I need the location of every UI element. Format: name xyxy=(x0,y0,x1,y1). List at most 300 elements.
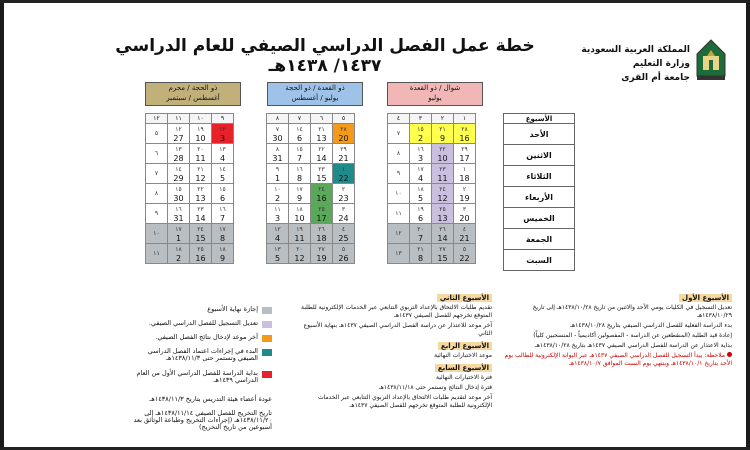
calendar-day-cell xyxy=(432,204,454,224)
calendar-day-cell xyxy=(333,144,355,164)
hijri-date: ٤ xyxy=(341,225,346,233)
calendar-day-cell xyxy=(410,124,432,144)
note-item: فترة إدخال النتائج وتستمر حتى ١٤٣٨/١١/١٨هـ xyxy=(378,384,492,391)
hijri-date: ٥ xyxy=(462,245,467,253)
gregorian-date: 18 xyxy=(459,173,470,183)
hijri-date: ٢٨ xyxy=(461,125,468,133)
legend-swatch xyxy=(262,307,272,314)
gregorian-date: 11 xyxy=(437,173,448,183)
hijri-date: ٢٣ xyxy=(318,165,325,173)
gregorian-date: 8 xyxy=(417,253,424,263)
gregorian-date: 7 xyxy=(219,213,226,223)
gregorian-date: 3 xyxy=(417,153,424,163)
calendar-day-cell xyxy=(212,184,234,204)
screen-border-right xyxy=(746,0,750,450)
gregorian-date: 22 xyxy=(338,173,349,183)
calendar-day-cell xyxy=(146,184,168,204)
calendar-day-cell xyxy=(168,244,190,264)
hijri-date: ٤ xyxy=(462,225,467,233)
hijri-date: ١١ xyxy=(395,210,402,217)
legend-label: بداية الدراسة للفصل الدراسي الأول من العام الدراسي ١٤٣٩هـ xyxy=(136,369,258,384)
hijri-date: ٢٢ xyxy=(439,145,446,153)
calendar-day-cell xyxy=(168,124,190,144)
weekday-wednesday: الأربعاء xyxy=(504,187,575,208)
calendar-day-cell xyxy=(410,224,432,244)
calendar-day-cell xyxy=(289,164,311,184)
calendar-day-cell xyxy=(267,224,289,244)
gregorian-date: 12 xyxy=(195,173,206,183)
week-number: ١٢ xyxy=(146,114,168,124)
gregorian-date: 6 xyxy=(296,133,303,143)
calendar-day-cell xyxy=(289,144,311,164)
calendar-day-cell xyxy=(388,144,410,164)
legend-item xyxy=(132,306,272,320)
month-greg-label: يوليو xyxy=(428,94,442,102)
gregorian-date: 19 xyxy=(459,193,470,203)
calendar-row xyxy=(146,144,234,164)
calendar-grid-3 xyxy=(145,113,234,264)
hijri-date: ٩ xyxy=(396,170,401,177)
calendar-day-cell xyxy=(146,144,168,164)
hijri-date: ١٨ xyxy=(219,245,226,253)
calendar-day-cell xyxy=(212,124,234,144)
month-greg-label: يوليو / أغسطس xyxy=(291,94,339,102)
legend-item xyxy=(132,370,272,392)
month-header-1 xyxy=(387,82,483,106)
hijri-date: ٢٥ xyxy=(197,245,204,253)
hijri-date: ١٥ xyxy=(175,185,182,193)
calendar-day-cell xyxy=(190,224,212,244)
calendar-row xyxy=(388,224,476,244)
gregorian-date: 1 xyxy=(274,173,281,183)
hijri-date: ١٥ xyxy=(296,145,303,153)
calendar-row xyxy=(267,204,355,224)
calendar-row xyxy=(146,224,234,244)
calendar-grid-1 xyxy=(387,113,476,264)
calendar-day-cell xyxy=(267,244,289,264)
calendar-day-cell xyxy=(190,144,212,164)
calendar-day-cell xyxy=(432,244,454,264)
hijri-date: ٢ xyxy=(341,185,346,193)
calendar-day-cell xyxy=(388,184,410,204)
gregorian-date: 25 xyxy=(338,233,349,243)
calendar-day-cell xyxy=(454,184,476,204)
hijri-date: ١٢ xyxy=(395,230,402,237)
calendar-row xyxy=(267,124,355,144)
color-legend xyxy=(132,306,272,432)
note-item: آخر موعد لتقديم طلبات الالتحاق بالإعداد التربوي التتابعي عبر الخدمات الإلكترونية للطلبة المتوقع تخرجهم للفصل الصيفي ١٤٣٧هـ xyxy=(317,394,492,409)
gregorian-date: 7 xyxy=(417,233,424,243)
calendar-day-cell xyxy=(410,164,432,184)
organization-block xyxy=(581,43,690,85)
gregorian-date: 17 xyxy=(459,153,470,163)
gregorian-date: 13 xyxy=(316,133,327,143)
gregorian-date: 4 xyxy=(417,173,424,183)
calendar-row xyxy=(146,164,234,184)
calendar-row xyxy=(146,244,234,264)
calendar-day-cell xyxy=(454,164,476,184)
calendar-day-cell xyxy=(410,184,432,204)
hijri-date: ١٧ xyxy=(219,225,226,233)
org-line-country: المملكة العربية السعودية xyxy=(581,45,690,55)
hijri-date: ١٧ xyxy=(175,225,182,233)
gregorian-date: 9 xyxy=(439,133,446,143)
calendar-day-cell xyxy=(311,204,333,224)
calendar-grid-2 xyxy=(266,113,355,264)
legend-swatch xyxy=(262,335,272,342)
gregorian-date: 31 xyxy=(272,153,283,163)
calendar-day-cell xyxy=(289,244,311,264)
note-item: فترة الاختبارات النهائية xyxy=(435,374,492,381)
calendar-day-cell xyxy=(432,224,454,244)
weekday-sunday: الأحد xyxy=(504,124,575,145)
gregorian-date: 28 xyxy=(173,153,184,163)
hijri-date: ٢١ xyxy=(318,125,325,133)
legend-note: تاريخ التخريج للفصل الصيفي ١٤٣٨/١١/١٤هـ إلى ١٤٣٨/١١/٢٠هـ (إجراءات التخريج وطباعة الوثائق بعد أسبوعين من تاريخ التخريج) xyxy=(133,409,272,431)
hijri-date: ١ xyxy=(341,165,346,173)
notes-right xyxy=(500,292,732,370)
note-item: إعادة قيد الطلبة (المنقطعين عن الدراسة - المفصولين أكاديمياً - المنسحبين كلياً) xyxy=(533,332,732,339)
hijri-date: ٢٥ xyxy=(439,205,446,213)
note-item: موعد الاختبارات النهائية xyxy=(434,352,492,359)
calendar-row xyxy=(267,184,355,204)
hijri-date: ١٩ xyxy=(197,125,204,133)
week-number: ١ xyxy=(454,114,476,124)
note-item: تقديم طلبات الالتحاق بالإعداد التربوي التتابعي عبر الخدمات الإلكترونية للطلبة المتوقع تخرجهم للفصل الصيفي ١٤٣٧هـ xyxy=(300,304,492,319)
hijri-date: ١٣ xyxy=(274,245,281,253)
calendar-day-cell xyxy=(267,164,289,184)
hijri-date: ٢٢ xyxy=(197,185,204,193)
legend-label: آخر موعد لإدخال نتائج الفصل الصيفي. xyxy=(155,333,258,341)
hijri-date: ٨ xyxy=(154,190,159,197)
calendar-day-cell xyxy=(454,224,476,244)
page-title: خطة عمل الفصل الدراسي الصيفي للعام الدراسي ١٤٣٧/ ١٤٣٨هـ xyxy=(115,36,535,76)
hijri-date: ٨ xyxy=(396,150,401,157)
hijri-date: ٢٨ xyxy=(340,125,347,133)
hijri-date: ١٠ xyxy=(274,185,281,193)
calendar-day-cell xyxy=(333,224,355,244)
note-item: آخر موعد للاعتذار عن دراسة الفصل الدراسي الصيفي ١٤٣٧هـ بنهاية الأسبوع الثاني xyxy=(303,322,492,337)
hijri-date: ١٨ xyxy=(296,205,303,213)
calendar-row xyxy=(146,204,234,224)
calendar-row xyxy=(388,124,476,144)
note-item: بداية الاعتذار عن الدراسة للفصل الدراسي الصيفي ١٤٣٧هـ بتاريخ ١٤٣٨/١٠/٢٨هـ xyxy=(534,342,732,349)
hijri-date: ٧ xyxy=(396,130,401,137)
gregorian-date: 14 xyxy=(195,213,206,223)
legend-swatch xyxy=(262,321,272,328)
hijri-date: ٢٤ xyxy=(318,185,325,193)
legend-swatch xyxy=(262,371,272,378)
month-greg-label: أغسطس / سبتمبر xyxy=(166,94,220,102)
gregorian-date: 15 xyxy=(316,173,327,183)
week-number: ٤ xyxy=(388,114,410,124)
gregorian-date: 10 xyxy=(437,153,448,163)
calendar-day-cell xyxy=(289,124,311,144)
gregorian-date: 5 xyxy=(274,253,281,263)
hijri-date: ١٦ xyxy=(296,165,303,173)
calendar-day-cell xyxy=(432,124,454,144)
gregorian-date: 27 xyxy=(173,133,184,143)
week-number: ٧ xyxy=(289,114,311,124)
gregorian-date: 15 xyxy=(195,233,206,243)
legend-note: عودة أعضاء هيئة التدريس بتاريخ ١٤٣٨/١١/٣هـ xyxy=(149,395,272,403)
hijri-date: ١٦ xyxy=(417,145,424,153)
calendar-row xyxy=(267,144,355,164)
calendar-day-cell xyxy=(454,124,476,144)
calendar-day-cell xyxy=(168,204,190,224)
gregorian-date: 12 xyxy=(437,193,448,203)
gregorian-date: 3 xyxy=(274,213,281,223)
hijri-date: ٥ xyxy=(341,245,346,253)
gregorian-date: 2 xyxy=(175,253,182,263)
hijri-date: ١٢ xyxy=(274,225,281,233)
week-number: ٩ xyxy=(212,114,234,124)
gregorian-date: 12 xyxy=(294,253,305,263)
calendar-row xyxy=(388,144,476,164)
calendar-row xyxy=(388,204,476,224)
gregorian-date: 9 xyxy=(296,193,303,203)
gregorian-date: 16 xyxy=(316,193,327,203)
gregorian-date: 5 xyxy=(219,173,226,183)
calendar-row xyxy=(388,244,476,264)
hijri-date: ١٥ xyxy=(417,125,424,133)
legend-label: تعديل التسجيل للفصل الدراسي الصيفي. xyxy=(148,319,258,327)
calendar-day-cell xyxy=(432,184,454,204)
month-hijri-label: ذو الحجة / محرم xyxy=(168,84,218,92)
calendar-day-cell xyxy=(267,184,289,204)
hijri-date: ٢٦ xyxy=(318,225,325,233)
month-hijri-label: شوال / ذو القعدة xyxy=(409,84,461,92)
gregorian-date: 20 xyxy=(459,213,470,223)
calendar-day-cell xyxy=(410,244,432,264)
hijri-date: ١٨ xyxy=(175,245,182,253)
screen-border-top xyxy=(0,0,750,3)
calendar-day-cell xyxy=(267,144,289,164)
calendar-day-cell xyxy=(146,124,168,144)
gregorian-date: 11 xyxy=(294,233,305,243)
hijri-date: ٢ xyxy=(462,185,467,193)
gregorian-date: 24 xyxy=(338,213,349,223)
hijri-date: ٩ xyxy=(275,165,280,173)
calendar-day-cell xyxy=(168,184,190,204)
calendar-day-cell xyxy=(190,124,212,144)
gregorian-date: 18 xyxy=(316,233,327,243)
gregorian-date: 2 xyxy=(417,133,424,143)
legend-label: البدء في إجراءات اعتماد الفصل الدراسي الصيفي وتستمر حتى ١٤٣٨/١١/٣هـ xyxy=(147,347,258,362)
hijri-date: ١٩ xyxy=(417,205,424,213)
calendar-day-cell xyxy=(168,224,190,244)
weekday-friday: الجمعة xyxy=(504,229,575,250)
hijri-date: ١٣ xyxy=(219,145,226,153)
hijri-date: ١٤ xyxy=(175,165,182,173)
calendar-day-cell xyxy=(190,184,212,204)
calendar-day-cell xyxy=(212,144,234,164)
calendar-day-cell xyxy=(190,204,212,224)
week-number: ٥ xyxy=(333,114,355,124)
hijri-date: ٨ xyxy=(275,145,280,153)
calendar-day-cell xyxy=(333,124,355,144)
hijri-date: ٢٧ xyxy=(439,245,446,253)
calendar-day-cell xyxy=(388,244,410,264)
calendar-day-cell xyxy=(454,244,476,264)
gregorian-date: 30 xyxy=(173,193,184,203)
hijri-date: ٩ xyxy=(154,210,159,217)
org-line-university: جامعة أم القرى xyxy=(621,73,690,83)
calendar-day-cell xyxy=(146,164,168,184)
hijri-date: ١٤ xyxy=(219,165,226,173)
calendar-row xyxy=(267,224,355,244)
hijri-date: ١٠ xyxy=(395,190,402,197)
week-number: ١١ xyxy=(168,114,190,124)
legend-label: إجازة نهاية الأسبوع xyxy=(207,305,258,313)
calendar-row xyxy=(267,244,355,264)
legend-item xyxy=(132,334,272,348)
calendar-day-cell xyxy=(333,204,355,224)
weekday-thursday: الخميس xyxy=(504,208,575,229)
calendar-day-cell xyxy=(432,164,454,184)
calendar-day-cell xyxy=(333,184,355,204)
hijri-date: ٢٦ xyxy=(439,225,446,233)
note-remark-text: ملاحظة: يبدأ التسجيل للفصل الدراسي الصيفي ١٤٣٧هـ عبر البوابة الإلكترونية للطالب يوم الأحد بتاريخ ١٤٣٨/١٠/١هـ وينتهي يوم السبت الموافق ١٤٣٨/١٠/٧هـ xyxy=(504,352,732,367)
gregorian-date: 7 xyxy=(296,153,303,163)
week-heading: الأسبوع الأول xyxy=(679,294,732,302)
hijri-date: ١٤ xyxy=(296,125,303,133)
gregorian-date: 5 xyxy=(417,193,424,203)
hijri-date: ١٠ xyxy=(153,230,160,237)
university-logo-icon xyxy=(694,36,728,82)
week-number: ٦ xyxy=(311,114,333,124)
weekday-saturday: السبت xyxy=(504,250,575,271)
gregorian-date: 3 xyxy=(219,133,226,143)
gregorian-date: 19 xyxy=(316,253,327,263)
hijri-date: ٢٠ xyxy=(197,145,204,153)
calendar-row xyxy=(388,164,476,184)
legend-item xyxy=(132,320,272,334)
weekday-column xyxy=(503,113,575,271)
calendar-day-cell xyxy=(388,124,410,144)
gregorian-date: 4 xyxy=(274,233,281,243)
week-heading: الأسبوع الرابع xyxy=(438,342,492,350)
weekday-header: الأسبوع xyxy=(504,114,575,124)
gregorian-date: 10 xyxy=(294,213,305,223)
month-hijri-label: ذو القعدة / ذو الحجة xyxy=(285,84,345,92)
calendar-day-cell xyxy=(212,224,234,244)
hijri-date: ٥ xyxy=(154,130,159,137)
screen-border-left xyxy=(0,0,4,450)
hijri-date: ١٧ xyxy=(417,165,424,173)
calendar-day-cell xyxy=(388,224,410,244)
gregorian-date: 22 xyxy=(459,253,470,263)
gregorian-date: 14 xyxy=(437,233,448,243)
hijri-date: ١ xyxy=(462,165,467,173)
hijri-date: ١٨ xyxy=(417,185,424,193)
calendar-row xyxy=(146,184,234,204)
org-line-ministry: وزارة التعليم xyxy=(632,59,690,69)
hijri-date: ٢٢ xyxy=(318,145,325,153)
calendar-day-cell xyxy=(212,164,234,184)
note-item: تعديل التسجيل في الكليات يومي الأحد والاثنين من تاريخ ١٤٣٨/١٠/٢٨هـ إلى تاريخ ١٤٣٨/١٠/٢٩هـ xyxy=(532,304,732,319)
calendar-day-cell xyxy=(289,184,311,204)
hijri-date: ٣ xyxy=(462,205,467,213)
month-header-2 xyxy=(267,82,363,106)
week-heading: الأسبوع السابع xyxy=(435,364,492,372)
hijri-date: ٢٣ xyxy=(197,205,204,213)
calendar-day-cell xyxy=(168,144,190,164)
calendar-day-cell xyxy=(311,244,333,264)
hijri-date: ١٢ xyxy=(175,125,182,133)
legend-item xyxy=(132,348,272,370)
calendar-day-cell xyxy=(146,244,168,264)
gregorian-date: 16 xyxy=(459,133,470,143)
calendar-day-cell xyxy=(311,124,333,144)
gregorian-date: 9 xyxy=(219,253,226,263)
weekday-tuesday: الثلاثاء xyxy=(504,166,575,187)
calendar-day-cell xyxy=(212,204,234,224)
gregorian-date: 2 xyxy=(274,193,281,203)
gregorian-date: 13 xyxy=(437,213,448,223)
calendar-day-cell xyxy=(289,224,311,244)
hijri-date: ١٧ xyxy=(296,185,303,193)
calendar-day-cell xyxy=(410,204,432,224)
gregorian-date: 13 xyxy=(195,193,206,203)
hijri-date: ١٣ xyxy=(395,250,402,257)
hijri-date: ٧ xyxy=(275,125,280,133)
calendar-day-cell xyxy=(168,164,190,184)
legend-swatch xyxy=(262,349,272,356)
hijri-date: ١٣ xyxy=(175,145,182,153)
calendar-day-cell xyxy=(311,224,333,244)
gregorian-date: 14 xyxy=(316,153,327,163)
gregorian-date: 20 xyxy=(338,133,349,143)
hijri-date: ١٩ xyxy=(296,225,303,233)
hijri-date: ٢٥ xyxy=(318,205,325,213)
calendar-row xyxy=(146,124,234,144)
calendar-day-cell xyxy=(267,204,289,224)
gregorian-date: 10 xyxy=(195,133,206,143)
notes-middle xyxy=(292,292,492,412)
calendar-day-cell xyxy=(333,164,355,184)
hijri-date: ٢٩ xyxy=(461,145,468,153)
gregorian-date: 21 xyxy=(338,153,349,163)
calendar-row xyxy=(267,164,355,184)
calendar-day-cell xyxy=(410,144,432,164)
hijri-date: ٢٧ xyxy=(318,245,325,253)
note-item: بدء الدراسة الفعلية للفصل الدراسي الصيفي بتاريخ ١٤٣٨/١٠/٢٨هـ xyxy=(570,322,732,329)
gregorian-date: 21 xyxy=(459,233,470,243)
calendar-day-cell xyxy=(432,144,454,164)
week-number: ١٠ xyxy=(190,114,212,124)
hijri-date: ٢١ xyxy=(417,245,424,253)
hijri-date: ١١ xyxy=(153,250,160,257)
calendar-day-cell xyxy=(289,204,311,224)
hijri-date: ٣ xyxy=(341,205,346,213)
note-remark xyxy=(500,352,732,368)
bullet-icon xyxy=(727,352,732,357)
gregorian-date: 8 xyxy=(296,173,303,183)
week-number: ٢ xyxy=(432,114,454,124)
gregorian-date: 31 xyxy=(173,213,184,223)
hijri-date: ١٦ xyxy=(219,205,226,213)
calendar-day-cell xyxy=(454,144,476,164)
hijri-date: ٢١ xyxy=(439,125,446,133)
calendar-day-cell xyxy=(333,244,355,264)
weekday-monday: الاثنين xyxy=(504,145,575,166)
calendar-day-cell xyxy=(311,144,333,164)
calendar-row xyxy=(388,184,476,204)
gregorian-date: 29 xyxy=(173,173,184,183)
calendar-day-cell xyxy=(388,164,410,184)
calendar-day-cell xyxy=(267,124,289,144)
